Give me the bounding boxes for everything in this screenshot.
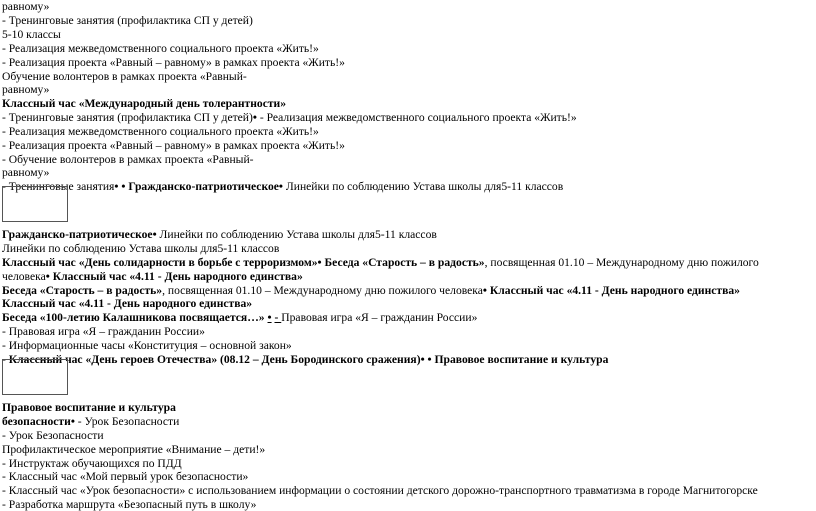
text-line bbox=[2, 284, 740, 297]
text-line bbox=[2, 228, 437, 241]
text-line bbox=[2, 429, 104, 442]
text-line bbox=[2, 56, 345, 69]
text-line bbox=[2, 270, 303, 283]
text-fragment: - Реализация проекта «Равный – равному» в рамках проекта «Жить!» bbox=[2, 139, 345, 152]
text-line bbox=[2, 125, 319, 138]
text-fragment: Беседа «Старость – в радость» bbox=[2, 284, 163, 297]
text-fragment: Беседа «Старость – в радость» bbox=[324, 256, 485, 269]
text-fragment: - Тренинговые занятия (профилактика СП у детей) bbox=[2, 14, 253, 27]
bullet-icon: • bbox=[278, 180, 283, 193]
bullet-icon: • bbox=[121, 180, 126, 193]
text-line bbox=[2, 443, 265, 456]
text-line bbox=[2, 180, 563, 193]
text-line bbox=[2, 0, 49, 13]
text-fragment: Классный час «4.11 - День народного единства» bbox=[52, 270, 303, 283]
text-fragment: - Инструктаж обучающихся по ПДД bbox=[2, 457, 182, 470]
bullet-icon: • bbox=[114, 180, 119, 193]
text-fragment: Линейки по соблюдению Устава школы для5-11 классов bbox=[156, 228, 437, 241]
bullet-icon: • bbox=[70, 415, 75, 428]
heading-line bbox=[2, 401, 176, 414]
text-fragment: человека bbox=[2, 270, 46, 283]
text-line bbox=[2, 353, 608, 366]
text-fragment: - Реализация проекта «Равный – равному» в рамках проекта «Жить!» bbox=[2, 56, 345, 69]
text-fragment: Линейки по соблюдению Устава школы для5-11 классов bbox=[282, 180, 564, 193]
text-line bbox=[2, 256, 759, 269]
text-fragment: - Урок Безопасности bbox=[2, 429, 104, 442]
text-fragment: - bbox=[274, 311, 282, 324]
bullet-icon: • bbox=[45, 270, 50, 283]
text-fragment: , посвященная 01.10 – Международному дню пожилого человека bbox=[162, 284, 483, 297]
text-line bbox=[2, 484, 758, 497]
text-fragment: - Классный час «Урок безопасности» с использованием информации о состоянии детского дорожно-транспортного травматизма в городе Магнитогорске bbox=[2, 484, 758, 497]
text-fragment: - Правовая игра «Я – гражданин России» bbox=[2, 325, 205, 338]
text-fragment: Гражданско-патриотическое bbox=[2, 228, 153, 241]
bullet-icon: • bbox=[482, 284, 487, 297]
heading-line bbox=[2, 97, 286, 110]
text-line bbox=[2, 325, 205, 338]
text-fragment: - Тренинговые занятия bbox=[2, 180, 115, 193]
text-fragment: Правовое воспитание и культура bbox=[2, 401, 176, 414]
text-line bbox=[2, 83, 49, 96]
text-line bbox=[2, 28, 61, 41]
text-fragment: , посвященная 01.10 – Международному дню пожилого bbox=[484, 256, 759, 269]
text-line bbox=[2, 42, 319, 55]
text-fragment: Классный час «4.11 - День народного единства» bbox=[2, 297, 253, 310]
bullet-icon: • bbox=[420, 353, 425, 366]
text-fragment: Классный час «Международный день толерантности» bbox=[2, 97, 287, 110]
text-fragment: - Информационные часы «Конституция – основной закон» bbox=[2, 339, 292, 352]
bullet-icon: • bbox=[427, 353, 432, 366]
text-fragment: Классный час «День солидарности в борьбе с терроризмом» bbox=[2, 256, 318, 269]
text-line bbox=[2, 153, 254, 166]
text-fragment: Правовое воспитание и культура bbox=[434, 353, 609, 366]
text-fragment: Профилактическое мероприятие «Внимание – дети!» bbox=[2, 443, 266, 456]
text-fragment: - Реализация межведомственного социального проекта «Жить!» bbox=[2, 42, 319, 55]
text-line bbox=[2, 139, 345, 152]
empty-frame bbox=[2, 359, 68, 395]
text-line bbox=[2, 470, 248, 483]
bullet-icon: • bbox=[317, 256, 322, 269]
text-fragment: - Классный час «Мой первый урок безопасности» bbox=[2, 470, 249, 483]
text-fragment: Беседа «100-летию Калашникова посвящается…» bbox=[2, 311, 265, 324]
bullet-icon: • bbox=[267, 311, 272, 324]
text-line bbox=[2, 70, 247, 83]
text-fragment: равному» bbox=[2, 0, 50, 13]
text-fragment: равному» bbox=[2, 83, 50, 96]
empty-frame bbox=[2, 186, 68, 222]
bullet-icon: • bbox=[152, 228, 157, 241]
text-line bbox=[2, 339, 292, 352]
text-fragment: Правовая игра «Я – гражданин России» bbox=[281, 311, 478, 324]
text-fragment: безопасности bbox=[2, 415, 71, 428]
text-fragment: Классный час «4.11 - День народного единства» bbox=[489, 284, 740, 297]
text-line bbox=[2, 14, 253, 27]
bullet-icon: • bbox=[252, 111, 257, 124]
text-line bbox=[2, 457, 182, 470]
text-fragment: - Тренинговые занятия (профилактика СП у детей) bbox=[2, 111, 253, 124]
text-fragment: - Классный час «День героев Отечества» (08.12 – День Бородинского сражения) bbox=[2, 353, 421, 366]
text-fragment: - Реализация межведомственного социального проекта «Жить!» bbox=[2, 125, 319, 138]
text-fragment: Гражданско-патриотическое bbox=[128, 180, 279, 193]
text-line bbox=[2, 166, 49, 179]
text-fragment: - Обучение волонтеров в рамках проекта «Равный- bbox=[2, 153, 254, 166]
text-line bbox=[2, 242, 279, 255]
text-fragment: - Реализация межведомственного социального проекта «Жить!» bbox=[256, 111, 577, 124]
text-fragment: 5-10 классы bbox=[2, 28, 61, 41]
text-line bbox=[2, 311, 477, 324]
text-line bbox=[2, 415, 179, 428]
text-line bbox=[2, 111, 577, 124]
text-fragment: - Урок Безопасности bbox=[74, 415, 180, 428]
text-fragment: Обучение волонтеров в рамках проекта «Равный- bbox=[2, 70, 247, 83]
text-fragment: - Разработка маршрута «Безопасный путь в школу» bbox=[2, 498, 257, 511]
text-fragment: равному» bbox=[2, 166, 50, 179]
text-fragment: Линейки по соблюдению Устава школы для5-11 классов bbox=[2, 242, 280, 255]
heading-line bbox=[2, 297, 252, 310]
